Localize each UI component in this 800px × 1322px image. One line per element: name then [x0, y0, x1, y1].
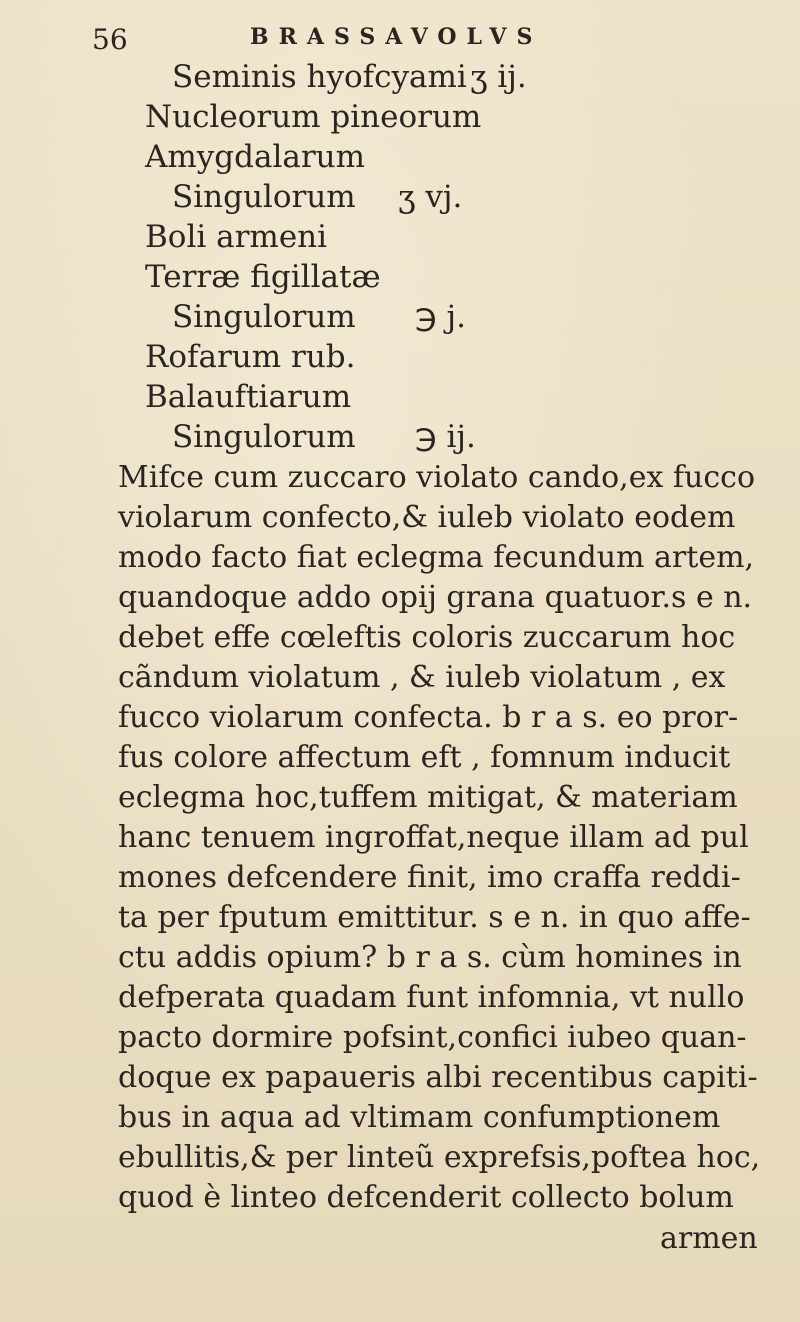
- text-line: fus colore affectum eft , fomnum inducit: [118, 740, 731, 775]
- text-line: doque ex papaueris albi recentibus capiti-: [118, 1060, 758, 1095]
- recipe-ingredient: Amygdalarum: [145, 139, 366, 175]
- page-number: 56: [92, 23, 128, 56]
- text-line: modo facto fiat eclegma fecundum artem,: [118, 540, 755, 575]
- recipe-ingredient: Singulorum: [172, 419, 356, 455]
- text-line: fucco violarum confecta. b r a s. eo pror-: [118, 700, 739, 735]
- recipe-ingredient: Rofarum rub.: [145, 339, 356, 375]
- recipe-ingredient: Seminis hyofcyami: [172, 59, 467, 95]
- text-line: mones defcendere finit, imo craffa reddi-: [118, 860, 741, 895]
- recipe-dose: ℈ ij.: [415, 419, 476, 455]
- text-line: Mifce cum zuccaro violato cando,ex fucco: [118, 460, 756, 495]
- recipe-dose: ʒ vj.: [398, 179, 463, 215]
- recipe-ingredient: Singulorum: [172, 299, 356, 335]
- text-line: hanc tenuem ingroffat,neque illam ad pul: [118, 820, 749, 855]
- text-line: ctu addis opium? b r a s. cùm homines in: [118, 940, 742, 975]
- recipe-dose: ʒ ij.: [470, 59, 527, 95]
- recipe-ingredient: Boli armeni: [145, 219, 328, 255]
- running-head: BRASSAVOLVS: [250, 24, 543, 50]
- text-line: ta per fputum emittitur. s e n. in quo affe-: [118, 900, 751, 935]
- text-line: bus in aqua ad vltimam confumptionem: [118, 1100, 721, 1135]
- text-line: defperata quadam funt infomnia, vt nullo: [118, 980, 745, 1015]
- text-line: ebullitis,& per linteũ exprefsis,poftea hoc,: [118, 1140, 761, 1175]
- recipe-ingredient: Nucleorum pineorum: [145, 99, 482, 135]
- text-line: pacto dormire pofsint,confici iubeo quan-: [118, 1020, 747, 1055]
- recipe-ingredient: Balauftiarum: [145, 379, 352, 415]
- recipe-dose: ℈ j.: [415, 299, 466, 335]
- recipe-ingredient: Terræ figillatæ: [145, 259, 381, 295]
- catchword: armen: [660, 1221, 758, 1256]
- recipe-ingredient: Singulorum: [172, 179, 356, 215]
- text-line: quandoque addo opij grana quatuor.s e n.: [118, 580, 753, 615]
- text-line: quod è linteo defcenderit collecto bolum: [118, 1180, 734, 1215]
- text-line: cãndum violatum , & iuleb violatum , ex: [118, 660, 726, 695]
- text-line: debet effe cœleftis coloris zuccarum hoc: [118, 620, 736, 655]
- text-line: violarum confecto,& iuleb violato eodem: [118, 500, 736, 535]
- text-line: eclegma hoc,tuffem mitigat, & materiam: [118, 780, 738, 815]
